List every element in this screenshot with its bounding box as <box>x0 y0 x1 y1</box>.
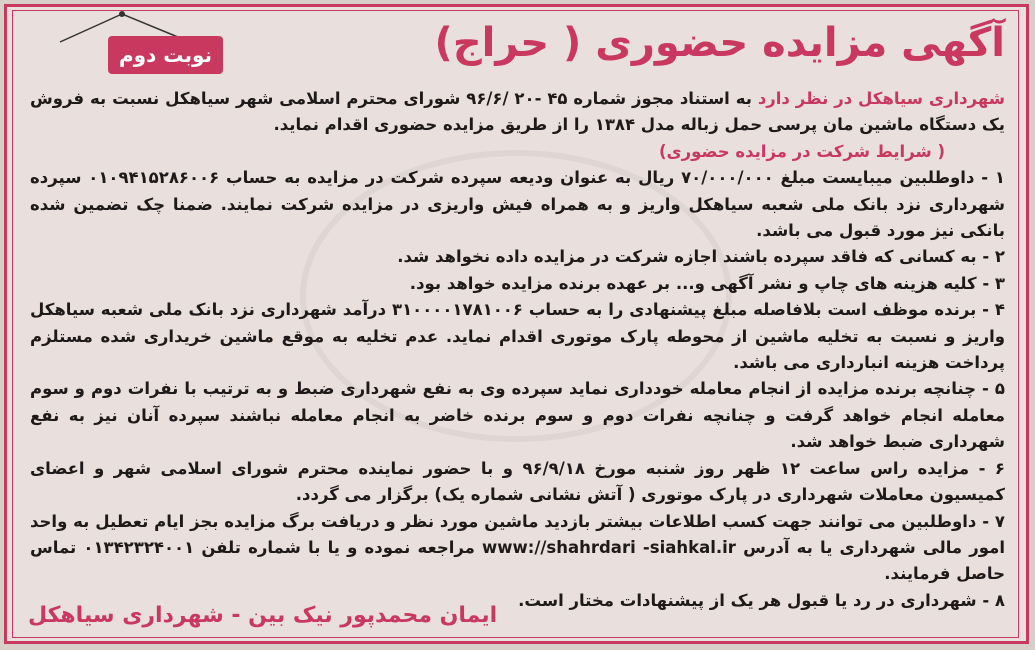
condition-item-6: ۶ - مزایده راس ساعت ۱۲ ظهر روز شنبه مورخ ۹۶/۹/۱۸ و با حضور نماینده محترم شورای اسلامی شهر و اعضای کمیسیون معاملات شهرداری در پارک موتوری ( آتش نشانی شماره یک) برگزار می گردد. <box>30 458 1005 505</box>
condition-item-3: ۳ - کلیه هزینه های چاپ و نشر آگهی و... بر عهده برنده مزایده خواهد بود. <box>409 273 1005 293</box>
round-badge: نوبت دوم <box>108 36 223 74</box>
signature-line: ایمان محمدپور نیک بین - شهرداری سیاهکل <box>28 603 498 628</box>
condition-item-4: ۴ - برنده موظف است بلافاصله مبلغ پیشنهادی را به حساب ۳۱۰۰۰۰۱۷۸۱۰۰۶ درآمد شهرداری نزد بانک ملی شعبه سیاهکل واریز و نسبت به تخلیه ماشین از محوطه پارک موتوری اقدام نماید. عدم تخلیه به موقع ماشین خریداری شده مستلزم پرداخت هزینه انبارداری می باشد. <box>30 300 1005 373</box>
conditions-heading: ( شرایط شرکت در مزایده حضوری) <box>658 141 945 161</box>
intro-org: شهرداری سیاهکل در نظر دارد <box>757 89 1005 108</box>
intro-paragraph <box>30 86 1005 139</box>
condition-item-8: ۸ - شهرداری در رد یا قبول هر یک از پیشنهادات مختار است. <box>518 590 1005 610</box>
intro-text: به استناد مجوز شماره ۴۵ -۲۰ /۹۶/۶ شورای محترم اسلامی شهر سیاهکل نسبت به فروش یک دستگاه ماشین مان پرسی حمل زباله مدل ۱۳۸۴ را از طریق مزایده حضوری اقدام نماید. <box>30 89 1005 135</box>
notice-title: آگهی مزایده حضوری ( حراج) <box>434 20 1005 66</box>
notice-body <box>30 86 1005 614</box>
condition-item-5: ۵ - چنانچه برنده مزایده از انجام معامله خودداری نماید سپرده وی به نفع شهرداری ضبط و به ترتیب با نفرات دوم و سوم معامله انجام خواهد گرفت و چنانچه نفرات دوم و سوم برنده خاضر به انجام معامله نباشند سپرده آنان نیز به نفع شهرداری ضبط خواهد شد. <box>30 379 1005 452</box>
condition-item-2: ۲ - به کسانی که فاقد سپرده باشند اجازه شرکت در مزایده داده نخواهد شد. <box>397 247 1005 267</box>
condition-item-7: ۷ - داوطلبین می توانند جهت کسب اطلاعات بیشتر بازدید ماشین مورد نظر و دریافت برگ مزایده بجز ایام تعطیل به واحد امور مالی شهرداری یا به آدرس www://shahrdari -siahkal.ir مراجعه نموده و یا با شماره تلفن ۰۱۳۴۲۳۲۴۰۰۱ تماس حاصل فرمایند. <box>30 511 1006 584</box>
condition-item-1: ۱ - داوطلبین میبایست مبلغ ۷۰/۰۰۰/۰۰۰ ریال به عنوان ودیعه سپرده شرکت در مزایده به حساب ۰۱۰۹۴۱۵۲۸۶۰۰۶ سپرده شهرداری نزد بانک ملی شعبه سیاهکل واریز و به همراه فیش واریزی در مزایده شرکت نمایند. ضمنا چک تضمین شده بانکی نیز مورد قبول می باشد. <box>30 168 1005 241</box>
